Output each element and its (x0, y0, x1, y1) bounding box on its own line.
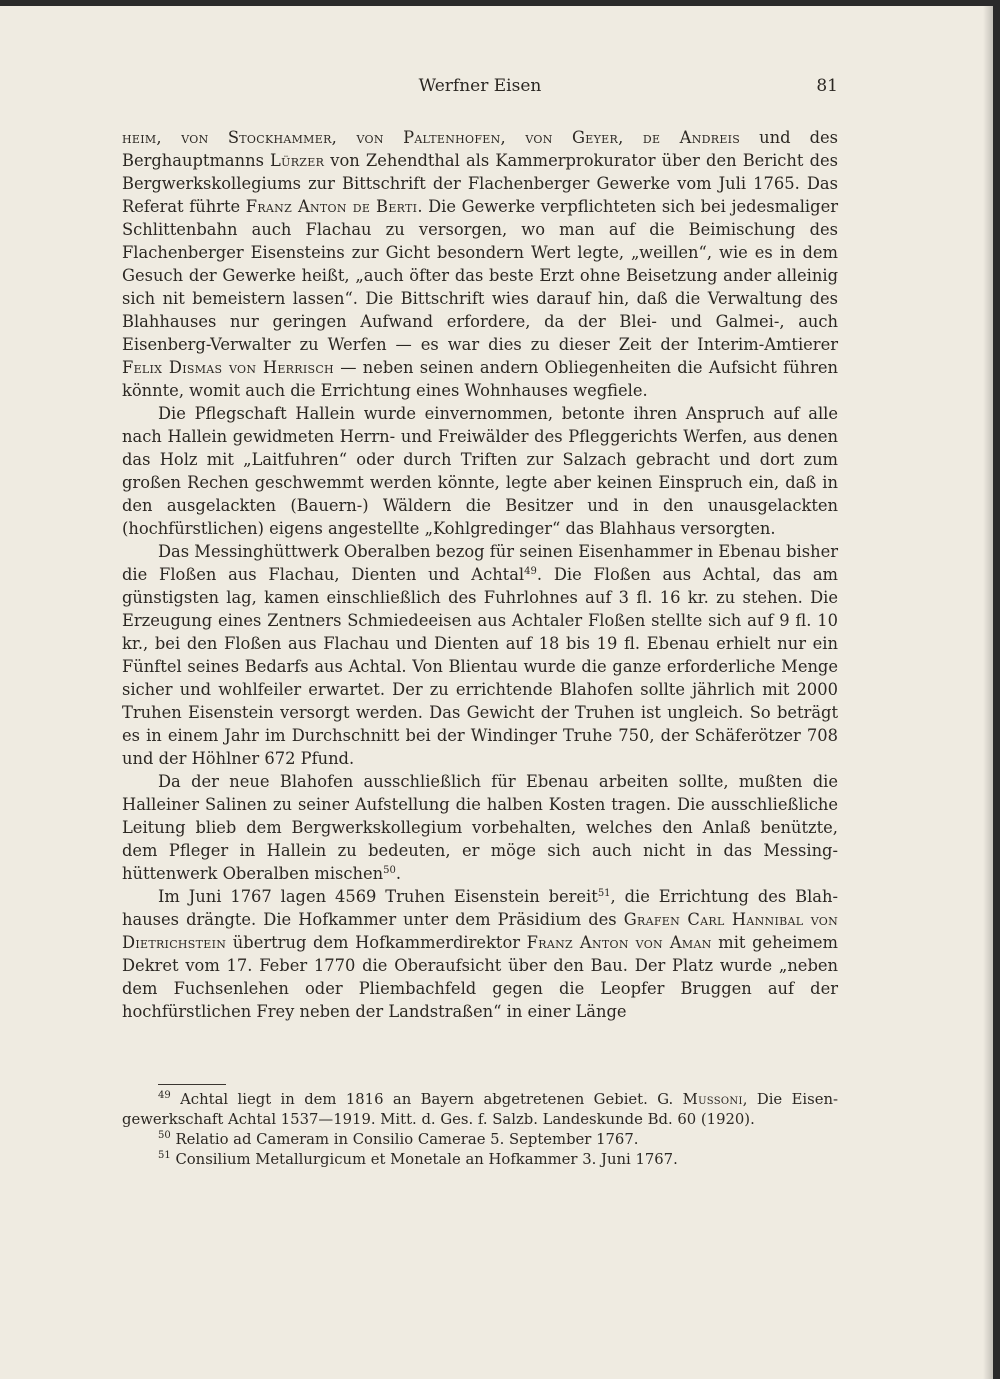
paragraph (122, 770, 838, 885)
person-name: Franz Anton von Aman (526, 933, 712, 952)
running-header (122, 76, 838, 102)
text-run: Achtal liegt in dem 1816 an Bayern abgetretenen Gebiet. G. (170, 1091, 683, 1108)
text-run: Die Pflegschaft Hallein wurde einvernommen, betonte ihren Anspruch auf alle nach Hallein gewidmeten Herrn- und Freiwälder des Pfleggerichts Werfen, aus denen das Holz mit „Laitfuhren“ oder durch Triften zur Salzach gebracht und dort zum großen Rechen geschwemmt werden könnte, legte aber keinen Einspruch ein, daß in den ausgelackten (Bauern-) Wäldern die Besitzer und in den unausgelackten (hochfürstlichen) eigens angestellte „Kohlgredinger“ das Blahhaus versorgten. (122, 404, 838, 538)
main-text (122, 126, 838, 1023)
text-run: . (395, 864, 402, 883)
footnote-marker: 50 (383, 865, 396, 876)
text-run: , die Errichtung des Blahhauses drängte. Die Hofkammer unter dem Präsidium des (122, 887, 838, 929)
paragraph (122, 126, 838, 402)
footnote (122, 1150, 838, 1170)
footnote-marker: 49 (158, 1090, 171, 1101)
person-name: heim, von Stockhammer, von Paltenhofen, von Geyer, de Andreis (122, 128, 741, 147)
footnote (122, 1130, 838, 1150)
text-run: , Die Eisengewerkschaft Achtal 1537—1919. Mitt. d. Ges. f. Salzb. Landeskunde Bd. 60 (1920). (122, 1091, 838, 1128)
text-run: mit geheimem Dekret vom 17. Feber 1770 die Oberaufsicht über den Bau. Der Platz wurde „neben dem Fuchsenlehen oder Pliembachfeld gegen die Leopfer Bruggen auf der hochfürstlichen Frey neben der Landstraßen“ in einer Länge (122, 933, 838, 1021)
footnote-marker: 51 (158, 1150, 171, 1161)
book-page (0, 6, 993, 1379)
person-name: Grafen Carl Hannibal von Dietrichstein (122, 910, 838, 952)
text-run: und des Berghauptmanns (122, 128, 838, 170)
person-name: Felix Dismas von Herrisch (122, 358, 334, 377)
text-run: . Die Floßen aus Achtal, das am günstigsten lag, kamen einschließlich des Fuhrlohnes auf 3 fl. 16 kr. zu stehen. Die Erzeugung eines Zentners Schmiedeeisen aus Achtaler Floßen stellte sich auf 9 fl. 10 kr., bei den Floßen aus Flachau und Dienten auf 18 bis 19 fl. Ebenau erhielt nur ein Fünftel seines Bedarfs aus Achtal. Von Blientau wurde die ganze erforderliche Menge sicher und wohlfeiler erwartet. Der zu errichtende Blahofen sollte jährlich mit 2000 Truhen Eisenstein versorgt werden. Das Gewicht der Truhen ist ungleich. So beträgt es in einem Jahr im Durchschnitt bei der Windinger Truhe 750, der Schäferötzer 708 und der Höhlner 672 Pfund. (122, 565, 838, 768)
text-run: Das Messinghüttwerk Oberalben bezog für seinen Eisenhammer in Ebenau bisher die Floßen aus Flachau, Dienten und Achtal (122, 542, 838, 584)
footnotes (122, 1090, 838, 1170)
person-name: Lürzer (270, 151, 325, 170)
text-run: Consilium Metallurgicum et Monetale an Hofkammer 3. Juni 1767. (170, 1151, 678, 1168)
text-run: Relatio ad Cameram in Consilio Camerae 5. September 1767. (170, 1131, 639, 1148)
text-run: . Die Gewerke verpflichteten sich bei jedesmaliger Schlittenbahn auch Flachau zu versorgen, wo man auf die Beimischung des Flachenberger Eisensteins zur Gicht besondern Wert legte, „weillen“, wie es in dem Gesuch der Gewerke heißt, „auch öfter das beste Erzt ohne Beisetzung ander alleinig sich nit bemeistern lassen“. Die Bittschrift wies darauf hin, daß die Verwaltung des Blahhauses nur geringen Aufwand erfordere, da der Blei- und Galmei-, auch Eisenberg-Verwalter zu Werfen — es war dies zu dieser Zeit der Interim-Amtierer (122, 197, 838, 354)
text-run: Im Juni 1767 lagen 4569 Truhen Eisenstein bereit (158, 887, 598, 906)
page-number: 81 (816, 76, 838, 96)
footnote-rule (158, 1084, 226, 1085)
footnote-marker: 50 (158, 1130, 171, 1141)
person-name: Mussoni (682, 1091, 743, 1108)
paragraph (122, 885, 838, 1023)
footnote (122, 1090, 838, 1130)
footnote-marker: 51 (597, 888, 611, 899)
text-run: — neben seinen andern Obliegenheiten die Aufsicht führen könnte, womit auch die Errichtung eines Wohnhauses wegfiele. (122, 358, 839, 400)
running-title: Werfner Eisen (418, 76, 542, 96)
text-run: von Zehendthal als Kammerprokurator über den Bericht des Bergwerkskollegiums zur Bittschrift der Flachenberger Gewerke vom Juli 1765. Das Referat führte (122, 151, 838, 216)
paragraph (122, 540, 838, 770)
footnote-marker: 49 (524, 566, 537, 577)
text-run: Da der neue Blahofen ausschließlich für Ebenau arbeiten sollte, mußten die Halleiner Salinen zu seiner Aufstellung die halben Kosten tragen. Die ausschließliche Leitung blieb dem Bergwerkskollegium vorbehalten, welches den Anlaß benützte, dem Pfleger in Hallein zu bedeuten, er möge sich auch nicht in das Messinghüttenwerk Oberalben mischen (122, 772, 838, 883)
text-run: übertrug dem Hofkammerdirektor (226, 933, 527, 952)
paragraph (122, 402, 838, 540)
person-name: Franz Anton de Berti (245, 197, 418, 216)
